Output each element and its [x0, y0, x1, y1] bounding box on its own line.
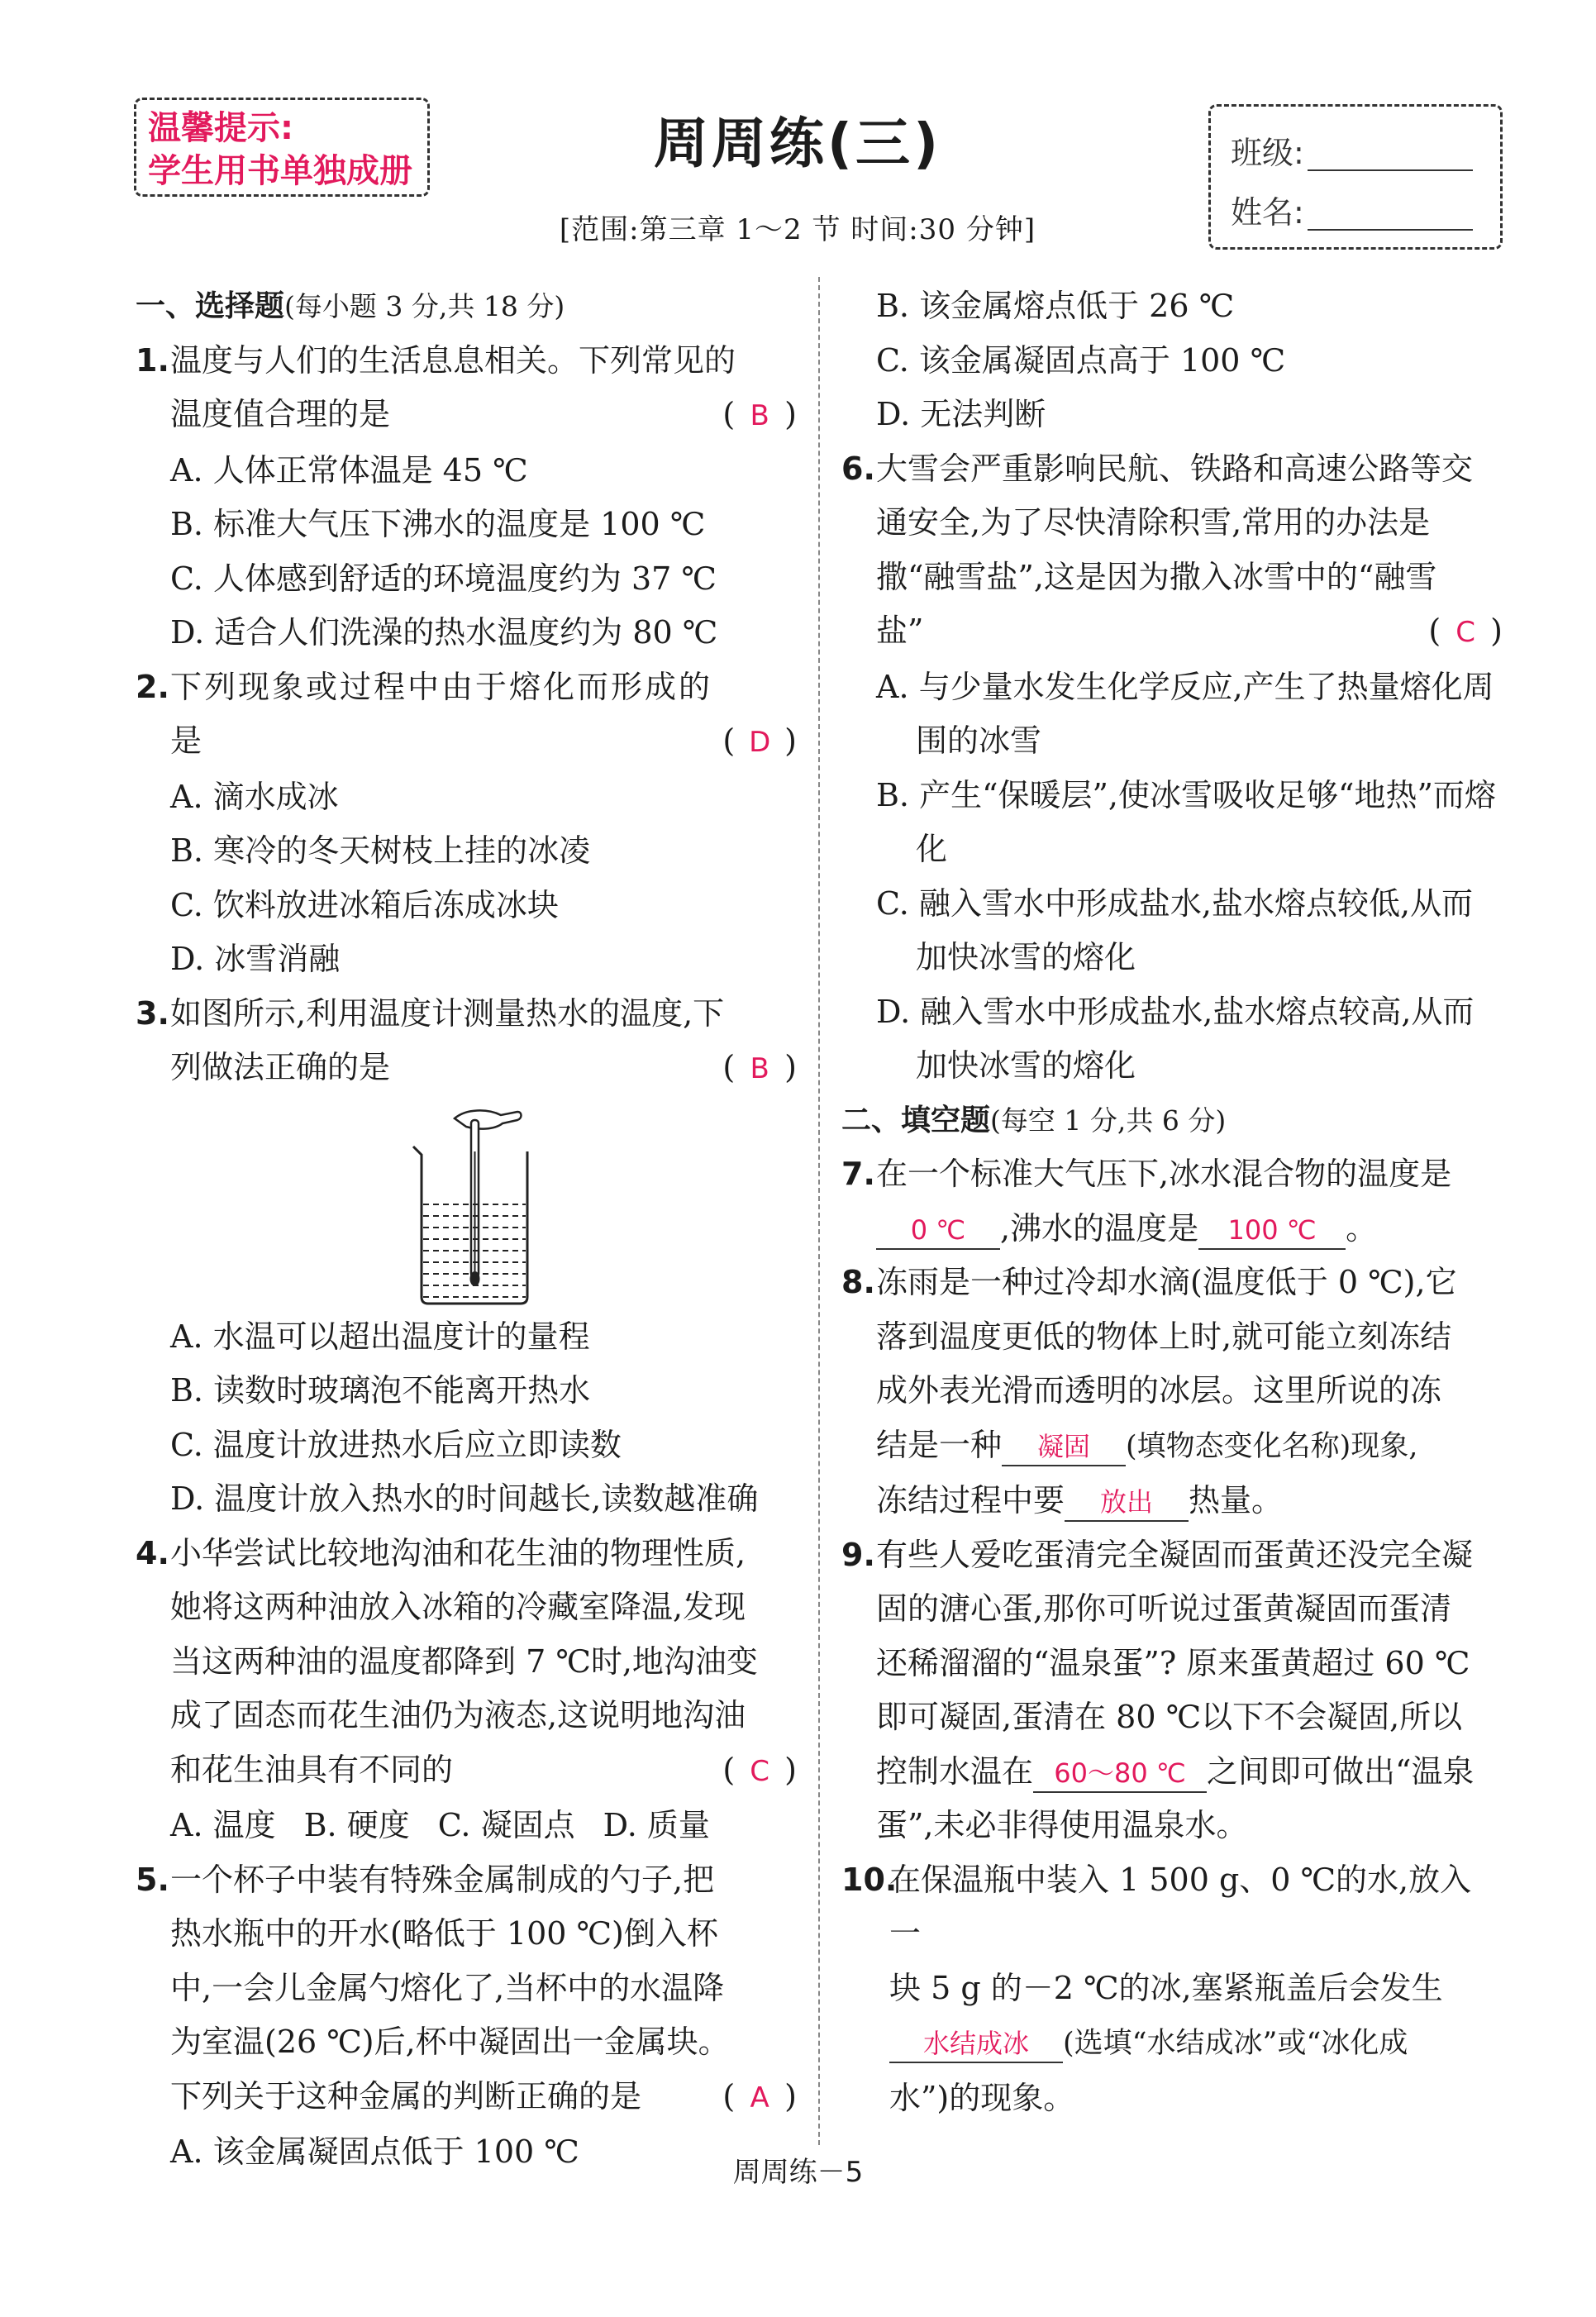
right-column: [841, 279, 1503, 2125]
blank-answer[interactable]: 放出: [1065, 1484, 1189, 1522]
option-c: C. 凝固点: [437, 1807, 575, 1843]
question-line: [876, 1418, 1503, 1475]
option-a: A. 温度: [170, 1807, 276, 1843]
tip-box: [134, 98, 430, 197]
question-line: 成了固态而花生油仍为液态,这说明地沟油: [170, 1697, 746, 1733]
answer-choice: B: [750, 399, 769, 432]
question-number: 9.: [841, 1536, 875, 1573]
question-line: [876, 1202, 1503, 1256]
answer-choice: A: [750, 2081, 769, 2114]
text-segment: (填物态变化名称)现象,: [1126, 1429, 1418, 1463]
question-line: 落到温度更低的物体上时,就可能立刻冻结: [876, 1318, 1452, 1355]
question-4: [136, 1527, 797, 1800]
answer-box: ( A ): [722, 2070, 797, 2126]
question-answer-row: [170, 714, 797, 770]
section2-title: 二、填空题: [841, 1103, 991, 1137]
answer-choice: D: [749, 726, 771, 759]
question-line: 和花生油具有不同的: [170, 1751, 454, 1788]
question-line: 小华尝试比较地沟油和花生油的物理性质,: [170, 1534, 746, 1571]
question-line: 中,一会儿金属勺熔化了,当杯中的水温降: [170, 1969, 725, 2006]
text-segment: 控制水温在: [876, 1752, 1034, 1790]
question-answer-row: [170, 1041, 797, 1097]
option-a: A. 滴水成冰: [170, 778, 339, 815]
question-2: [136, 660, 797, 770]
question-7: [841, 1147, 1503, 1256]
answer-box: ( C ): [1428, 604, 1503, 660]
text-segment: 热量。: [1189, 1482, 1284, 1518]
question-number: 2.: [136, 668, 169, 705]
section1-title: 一、选择题: [136, 289, 285, 323]
answer-box: ( D ): [722, 714, 797, 770]
question-3: [136, 987, 797, 1097]
answer-choice: C: [750, 1754, 770, 1788]
question-line: 撒“融雪盐”,这是因为撒入冰雪中的“融雪: [876, 558, 1437, 595]
question-line: 当这两种油的温度都降到 7 ℃时,地沟油变: [170, 1642, 758, 1680]
question-line: 蛋”,未必非得使用温泉水。: [876, 1807, 1248, 1843]
question-line: 还稀溜溜的“温泉蛋”? 原来蛋黄超过 60 ℃: [876, 1644, 1470, 1681]
thermometer-in-beaker-figure: [136, 1102, 797, 1310]
question-line: 块 5 g 的－2 ℃的冰,塞紧瓶盖后会发生: [889, 1969, 1443, 2006]
question-8: [841, 1256, 1503, 1528]
section1-note: (每小题 3 分,共 18 分): [284, 290, 565, 322]
option-b: B. 标准大气压下沸水的温度是 100 ℃: [170, 506, 706, 542]
option-d: D. 冰雪消融: [170, 941, 341, 977]
tip-line1: 温馨提示:: [148, 109, 293, 147]
question-line: 下列现象或过程中由于熔化而形成的: [170, 668, 713, 705]
question-9: [841, 1528, 1503, 1853]
question-line: 大雪会严重影响民航、铁路和高速公路等交: [876, 450, 1474, 487]
tip-line2: 学生用书单独成册: [148, 152, 412, 190]
question-line: 通安全,为了尽快清除积雪,常用的办法是: [876, 504, 1431, 541]
question-5: [136, 1853, 797, 2126]
text-segment: 冻结过程中要: [876, 1482, 1065, 1518]
question-line: 温度值合理的是: [170, 396, 391, 432]
text-segment: ,沸水的温度是: [1000, 1209, 1199, 1247]
option-c: C. 融入雪水中形成盐水,盐水熔点较低,从而加快冰雪的熔化: [876, 884, 1474, 975]
question-line: 为室温(26 ℃)后,杯中凝固出一金属块。: [170, 2024, 730, 2060]
blank-answer[interactable]: 水结成冰: [889, 2025, 1063, 2063]
question-10: [841, 1853, 1503, 2126]
option-b: B. 硬度: [303, 1807, 410, 1843]
option-c: C. 温度计放进热水后应立即读数: [170, 1426, 622, 1463]
question-line: 固的溏心蛋,那你可听说过蛋黄凝固而蛋清: [876, 1590, 1452, 1627]
name-row: [1231, 194, 1500, 254]
question-line: 水”)的现象。: [889, 2079, 1075, 2116]
answer-choice: B: [750, 1052, 769, 1085]
question-line: [876, 1745, 1503, 1800]
question-line: 盐”: [876, 613, 924, 649]
blank-answer[interactable]: 0 ℃: [876, 1212, 1000, 1250]
question-1: [136, 334, 797, 444]
question-line: 冻雨是一种过冷却水滴(温度低于 0 ℃),它: [876, 1264, 1457, 1300]
question-answer-row: [170, 2070, 797, 2126]
name-field[interactable]: [1308, 199, 1473, 231]
option-d: D. 温度计放入热水的时间越长,读数越准确: [170, 1480, 759, 1517]
text-segment: 结是一种: [876, 1426, 1003, 1463]
text-segment: (选填“水结成冰”或“冰化成: [1063, 2027, 1408, 2060]
option-c: C. 人体感到舒适的环境温度约为 37 ℃: [170, 560, 717, 597]
option-d: D. 无法判断: [876, 396, 1046, 432]
option-d: D. 融入雪水中形成盐水,盐水熔点较高,从而加快冰雪的熔化: [876, 993, 1475, 1084]
option-a: A. 水温可以超出温度计的量程: [170, 1318, 590, 1355]
option-a: A. 该金属凝固点低于 100 ℃: [170, 2133, 579, 2170]
option-c: C. 该金属凝固点高于 100 ℃: [876, 341, 1286, 379]
answer-box: ( C ): [722, 1743, 797, 1800]
option-d: D. 适合人们洗澡的热水温度约为 80 ℃: [170, 614, 718, 651]
question-line: 热水瓶中的开水(略低于 100 ℃)倒入杯: [170, 1915, 718, 1952]
class-field[interactable]: [1308, 140, 1473, 171]
question-line: 成外表光滑而透明的冰层。这里所说的冻: [876, 1372, 1442, 1409]
answer-box: ( B ): [722, 1041, 797, 1097]
text-segment: 之间即可做出“温泉: [1207, 1752, 1475, 1790]
option-b: B. 读数时玻璃泡不能离开热水: [170, 1372, 591, 1409]
question-6: [841, 442, 1503, 660]
section2-heading: [841, 1094, 1503, 1148]
blank-answer[interactable]: 100 ℃: [1198, 1212, 1346, 1250]
question-line: 下列关于这种金属的判断正确的是: [170, 2077, 642, 2114]
range-note: [范围:第三章 1～2 节 时间:30 分钟]: [559, 213, 1036, 246]
section2-note: (每空 1 分,共 6 分): [990, 1104, 1227, 1137]
option-c: C. 饮料放进冰箱后冻成冰块: [170, 886, 559, 923]
option-b: B. 寒冷的冬天树枝上挂的冰凌: [170, 832, 591, 869]
question-line: 如图所示,利用温度计测量热水的温度,下: [170, 994, 725, 1032]
answer-choice: C: [1455, 616, 1476, 649]
option-b: B. 产生“保暖层”,使冰雪吸收足够“地热”而熔化: [876, 776, 1496, 867]
question-line: 在一个标准大气压下,冰水混合物的温度是: [876, 1156, 1452, 1192]
thermometer-beaker-icon: [408, 1102, 541, 1309]
question-number: 10.: [841, 1861, 898, 1898]
question-line: 她将这两种油放入冰箱的冷藏室降温,发现: [170, 1589, 746, 1625]
blank-answer[interactable]: 凝固: [1002, 1428, 1126, 1466]
page-title: 周周练(三): [653, 112, 942, 175]
class-row: [1231, 135, 1500, 194]
question-number: 1.: [136, 341, 169, 379]
text-segment: 。: [1346, 1209, 1378, 1247]
option-a: A. 与少量水发生化学反应,产生了热量熔化周围的冰雪: [876, 668, 1494, 759]
option-row: [136, 1799, 797, 1853]
question-number: 5.: [136, 1861, 169, 1898]
question-answer-row: [170, 1743, 797, 1800]
question-line: [876, 1474, 1503, 1528]
name-label: 姓名:: [1231, 194, 1304, 231]
question-number: 4.: [136, 1534, 169, 1571]
question-line: 列做法正确的是: [170, 1049, 391, 1085]
question-line: [889, 2015, 1503, 2071]
question-number: 8.: [841, 1264, 875, 1300]
question-line: 温度与人们的生活息息相关。下列常见的: [170, 341, 736, 379]
left-column: [136, 279, 797, 2180]
question-number: 3.: [136, 994, 169, 1032]
question-line: 在保温瓶中装入 1 500 g、0 ℃的水,放入一: [889, 1861, 1472, 1952]
page-footer: 周周练－5: [732, 2156, 864, 2189]
section1-heading: [136, 279, 797, 334]
question-line: 有些人爱吃蛋清完全凝固而蛋黄还没完全凝: [876, 1536, 1474, 1573]
answer-box: ( B ): [722, 388, 797, 444]
question-number: 7.: [841, 1156, 875, 1192]
column-divider: [818, 277, 820, 2145]
question-line: 一个杯子中装有特殊金属制成的勺子,把: [170, 1861, 715, 1898]
question-answer-row: [170, 388, 797, 444]
question-number: 6.: [841, 450, 875, 487]
blank-answer[interactable]: 60～80 ℃: [1033, 1755, 1207, 1793]
student-info-box: [1208, 104, 1503, 250]
question-answer-row: [876, 604, 1503, 660]
option-d: D. 质量: [603, 1807, 710, 1843]
class-label: 班级:: [1231, 135, 1304, 171]
option-b: B. 该金属熔点低于 26 ℃: [876, 288, 1235, 324]
question-line: 即可凝固,蛋清在 80 ℃以下不会凝固,所以: [876, 1699, 1463, 1735]
question-line: 是: [170, 722, 202, 759]
option-a: A. 人体正常体温是 45 ℃: [170, 451, 528, 489]
